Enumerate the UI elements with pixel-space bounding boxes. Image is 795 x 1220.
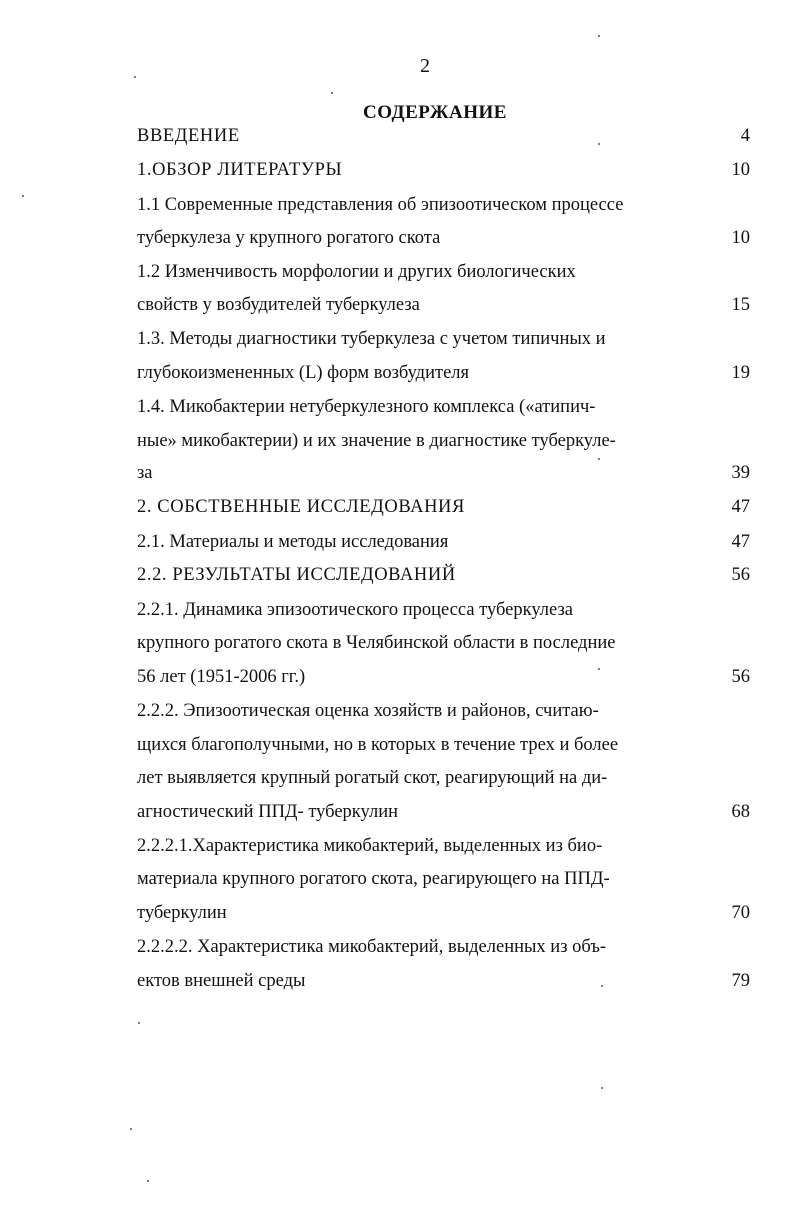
toc-entry-1-page: 10 <box>731 160 750 180</box>
toc-entry-2-title: 2. СОБСТВЕННЫЕ ИССЛЕДОВАНИЯ <box>137 497 465 517</box>
toc-entry-2-2-2-1-line: туберкулин <box>137 903 227 923</box>
toc-entry-2-2-2-line: 2.2.2. Эпизоотическая оценка хозяйств и районов, считаю- <box>137 701 599 721</box>
toc-entry-2-2-2-line: лет выявляется крупный рогатый скот, реагирующий на ди- <box>137 768 608 788</box>
toc-entry-2-2-2-page: 68 <box>731 802 750 822</box>
toc-entry-2-page: 47 <box>731 497 750 517</box>
toc-entry-2-2-2-1-line: материала крупного рогатого скота, реагирующего на ППД- <box>137 869 610 889</box>
scan-speck <box>130 1128 132 1130</box>
toc-entry-2-2-2-2-page: 79 <box>731 971 750 991</box>
toc-entry-1-4-line: за <box>137 463 153 483</box>
toc-entry-2-2-1-line: крупного рогатого скота в Челябинской области в последние <box>137 633 616 653</box>
toc-entry-1-1-line: 1.1 Современные представления об эпизоотическом процессе <box>137 195 624 215</box>
toc-entry-1-1-line: туберкулеза у крупного рогатого скота <box>137 228 441 248</box>
toc-entry-1-3-page: 19 <box>731 363 750 383</box>
toc-entry-2-2-2-2-line: ектов внешней среды <box>137 971 306 991</box>
scan-speck <box>598 143 600 145</box>
toc-entry-2-2-2-1-line: 2.2.2.1.Характеристика микобактерий, выделенных из био- <box>137 836 603 856</box>
scan-speck <box>134 76 136 78</box>
toc-entry-1-1-page: 10 <box>731 228 750 248</box>
scan-speck <box>601 985 603 987</box>
toc-entry-1-4-line: ные» микобактерии) и их значение в диагностике туберкуле- <box>137 431 616 451</box>
toc-entry-2-2-1-page: 56 <box>731 667 750 687</box>
toc-entry-2-2-2-1-page: 70 <box>731 903 750 923</box>
toc-entry-2-2-title: 2.2. РЕЗУЛЬТАТЫ ИССЛЕДОВАНИЙ <box>137 565 456 585</box>
toc-entry-2-1-title: 2.1. Материалы и методы исследования <box>137 532 449 552</box>
toc-entry-1-3-line: 1.3. Методы диагностики туберкулеза с учетом типичных и <box>137 329 606 349</box>
toc-entry-1-2-line: 1.2 Изменчивость морфологии и других биологических <box>137 262 576 282</box>
scan-speck <box>601 1087 603 1089</box>
page-title: СОДЕРЖАНИЕ <box>363 102 507 123</box>
toc-entry-2-2-1-line: 2.2.1. Динамика эпизоотического процесса туберкулеза <box>137 600 573 620</box>
toc-entry-1-2-page: 15 <box>731 295 750 315</box>
toc-entry-2-2-2-line: щихся благополучными, но в которых в течение трех и более <box>137 735 619 755</box>
scan-speck <box>598 35 600 37</box>
toc-entry-1-4-page: 39 <box>731 463 750 483</box>
toc-entry-2-2-2-line: агностический ППД- туберкулин <box>137 802 399 822</box>
scan-speck <box>598 668 600 670</box>
toc-entry-intro-title: ВВЕДЕНИЕ <box>137 126 240 146</box>
scan-speck <box>147 1180 149 1182</box>
toc-entry-1-4-line: 1.4. Микобактерии нетуберкулезного комплекса («атипич- <box>137 397 596 417</box>
toc-entry-1-title: 1.ОБЗОР ЛИТЕРАТУРЫ <box>137 160 343 180</box>
toc-entry-2-2-2-2-line: 2.2.2.2. Характеристика микобактерий, выделенных из объ- <box>137 937 607 957</box>
scan-speck <box>598 458 600 460</box>
toc-entry-1-3-line: глубокоизмененных (L) форм возбудителя <box>137 363 470 383</box>
scan-speck <box>22 195 24 197</box>
toc-entry-2-1-page: 47 <box>731 532 750 552</box>
toc-entry-1-2-line: свойств у возбудителей туберкулеза <box>137 295 420 315</box>
toc-entry-2-2-page: 56 <box>731 565 750 585</box>
scan-speck <box>138 1022 140 1024</box>
toc-entry-2-2-1-line: 56 лет (1951-2006 гг.) <box>137 667 306 687</box>
scan-speck <box>331 92 333 94</box>
toc-entry-intro-page: 4 <box>740 126 750 146</box>
page-number: 2 <box>420 55 430 77</box>
